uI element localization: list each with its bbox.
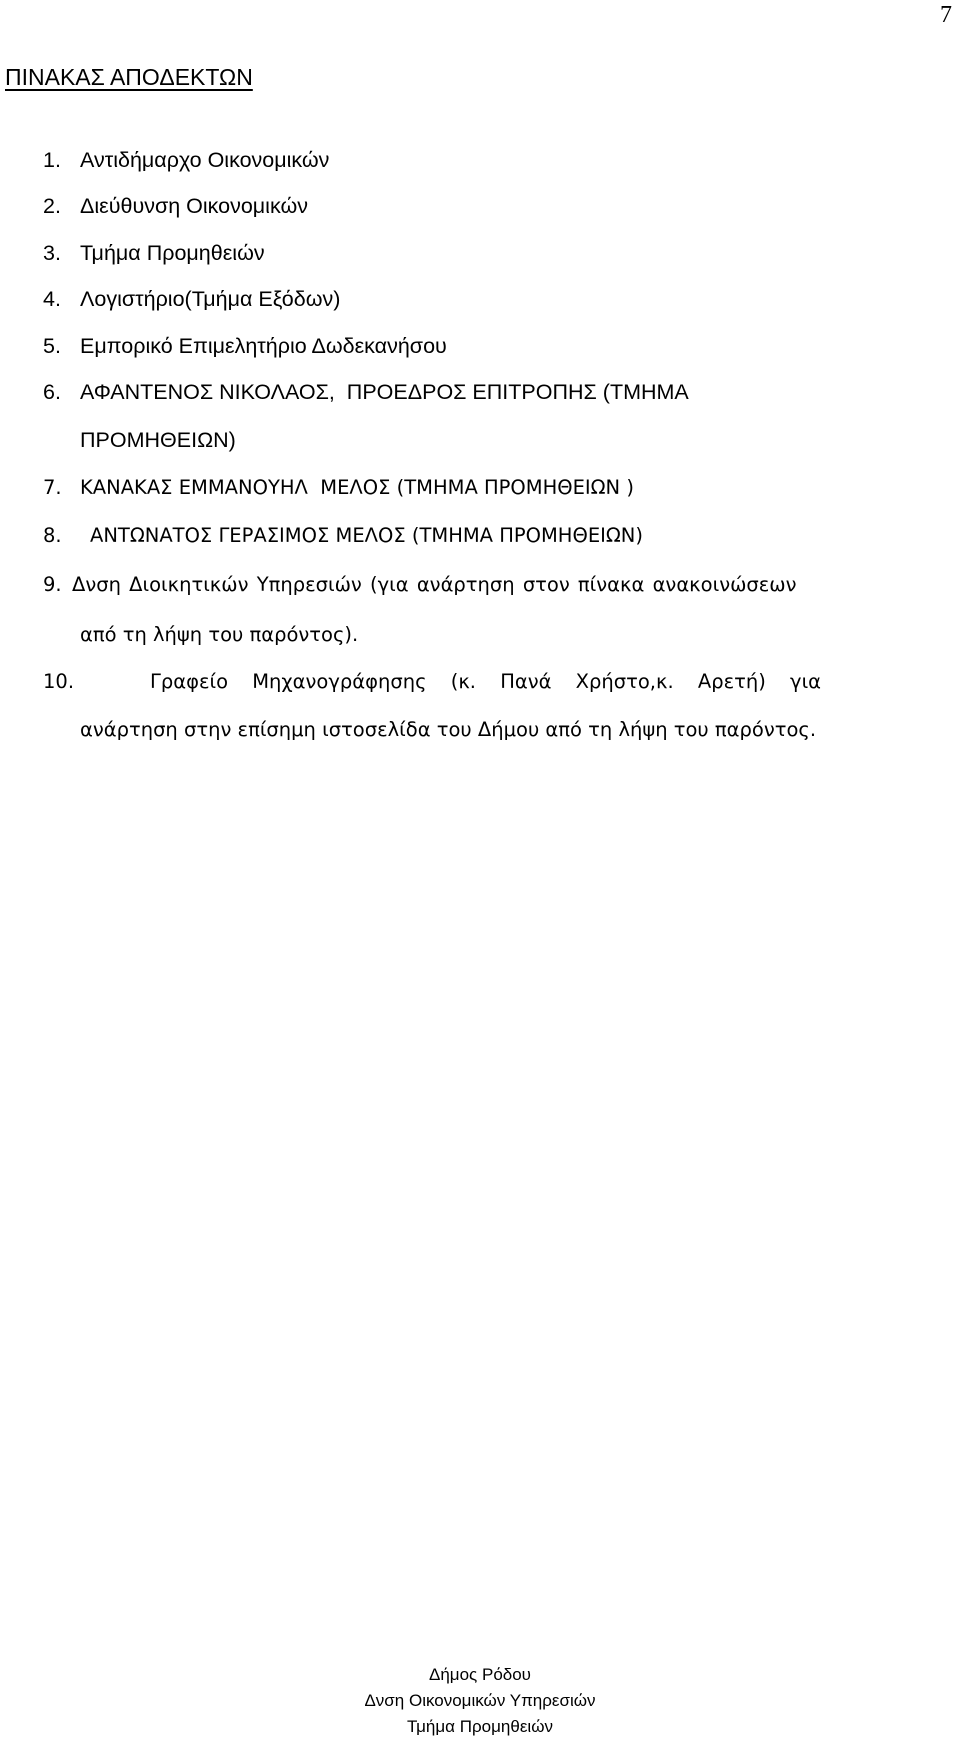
list-item-number: 3.: [43, 241, 61, 265]
list-item-number: 2.: [43, 194, 61, 218]
list-item-text-continued: από τη λήψη του παρόντος).: [80, 623, 359, 646]
page-number: 7: [940, 2, 952, 28]
footer-line-municipality: Δήμος Ρόδου: [429, 1665, 531, 1684]
list-item-text: Τμήμα Προμηθειών: [80, 241, 265, 265]
list-item-number: 7.: [43, 476, 62, 499]
list-item-number: 10.: [43, 670, 75, 693]
list-item-text: ΚΑΝΑΚΑΣ ΕΜΜΑΝΟΥΗΛ ΜΕΛΟΣ (ΤΜΗΜΑ ΠΡΟΜΗΘΕΙΩΝ ): [80, 476, 634, 499]
list-item-text: Γραφείο Μηχανογράφησης (κ. Πανά Χρήστο,κ. Αρετή) για: [150, 670, 822, 693]
list-item-text: ΑΝΤΩΝΑΤΟΣ ΓΕΡΑΣΙΜΟΣ ΜΕΛΟΣ (ΤΜΗΜΑ ΠΡΟΜΗΘΕΙΩΝ): [90, 524, 643, 547]
footer-line-department: Τμήμα Προμηθειών: [407, 1717, 553, 1736]
list-item-text: Αντιδήμαρχο Οικονομικών: [80, 148, 330, 172]
footer-line-directorate: Δνση Οικονομικών Υπηρεσιών: [364, 1691, 596, 1710]
list-item-text: Λογιστήριο(Τμήμα Εξόδων): [80, 287, 341, 311]
list-item-number: 4.: [43, 287, 61, 311]
list-item-number: 5.: [43, 334, 61, 358]
page-title: ΠΙΝΑΚΑΣ ΑΠΟΔΕΚΤΩΝ: [5, 64, 253, 90]
list-item-number: 1.: [43, 148, 61, 172]
list-item-text-continued: ΠΡΟΜΗΘΕΙΩΝ): [80, 428, 236, 452]
list-item-text-continued: ανάρτηση στην επίσημη ιστοσελίδα του Δήμου από τη λήψη του παρόντος.: [80, 718, 817, 741]
list-item-number: 9.: [43, 573, 62, 596]
footer: [0, 1662, 960, 1740]
list-item-number: 8.: [43, 524, 62, 547]
list-item-number: 6.: [43, 380, 61, 404]
list-item-text: Εμπορικό Επιμελητήριο Δωδεκανήσου: [80, 334, 447, 358]
list-item-text: Δνση Διοικητικών Υπηρεσιών (για ανάρτηση στον πίνακα ανακοινώσεων: [72, 573, 797, 596]
list-item-text: ΑΦΑΝΤΕΝΟΣ ΝΙΚΟΛΑΟΣ, ΠΡΟΕΔΡΟΣ ΕΠΙΤΡΟΠΗΣ (ΤΜΗΜΑ: [80, 380, 689, 404]
list-item-text: Διεύθυνση Οικονομικών: [80, 194, 308, 218]
